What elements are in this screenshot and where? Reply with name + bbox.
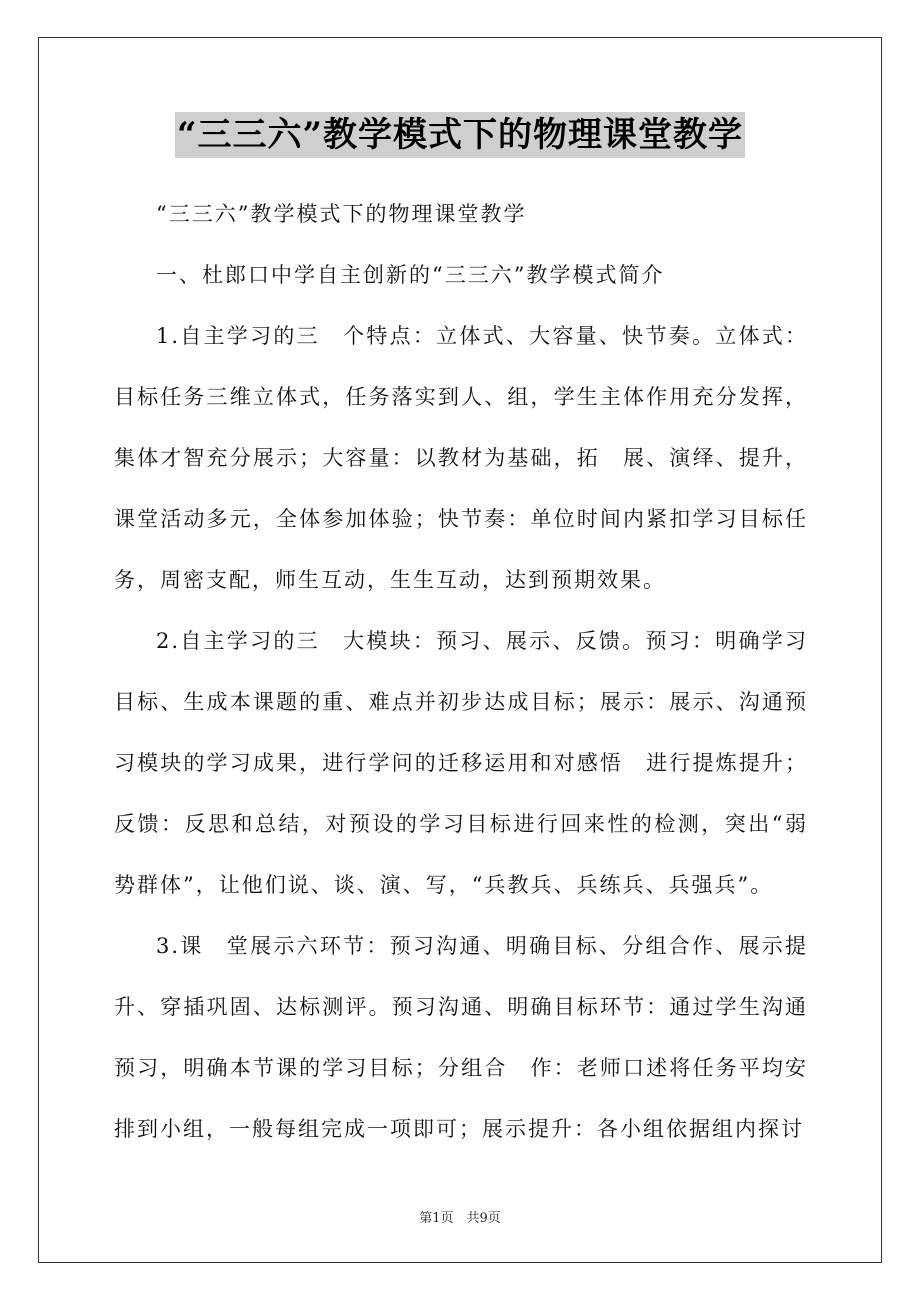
paragraph-section-heading: 一、杜郎口中学自主创新的“三三六”教学模式简介 (156, 263, 665, 287)
paragraph-item-1: 1.自主学习的三 个特点：立体式、大容量、快节奏。立体式：目标任务三维立体式，任务落实到人、组，学生主体作用充分发挥，集体才智充分展示；大容量：以教材为基础，拓 展、演绎、提升，课堂活动多元，全体参加体验；快节奏：单位时间内紧扣学习目标任务，周密支配，师生互动，生生互动，达到预期效果。 (114, 324, 808, 592)
paragraph-item-3: 3.课 堂展示六环节：预习沟通、明确目标、分组合作、展示提升、穿插巩固、达标测评。预习沟通、明确目标环节：通过学生沟通预习，明确本节课的学习目标；分组合 作：老师口述将任务平均安排到小组，一般每组完成一项即可；展示提升：各小组依据组内探讨 (114, 934, 808, 1141)
paragraph-subtitle: “三三六”教学模式下的物理课堂教学 (156, 202, 527, 226)
page-number: 第1页 共9页 (419, 1211, 501, 1226)
paragraph-item-2: 2.自主学习的三 大模块：预习、展示、反馈。预习：明确学习目标、生成本课题的重、难点并初步达成目标；展示：展示、沟通预习模块的学习成果，进行学问的迁移运用和对感悟 进行提炼提升；反馈：反思和总结，对预设的学习目标进行回来性的检测，突出“弱势群体”，让他们说、谈、演、写，“兵教兵、兵练兵、兵强兵”。 (114, 629, 808, 897)
document-title-block (0, 112, 920, 158)
document-title: “三三六”教学模式下的物理课堂教学 (175, 112, 745, 158)
document-body (114, 184, 808, 1160)
